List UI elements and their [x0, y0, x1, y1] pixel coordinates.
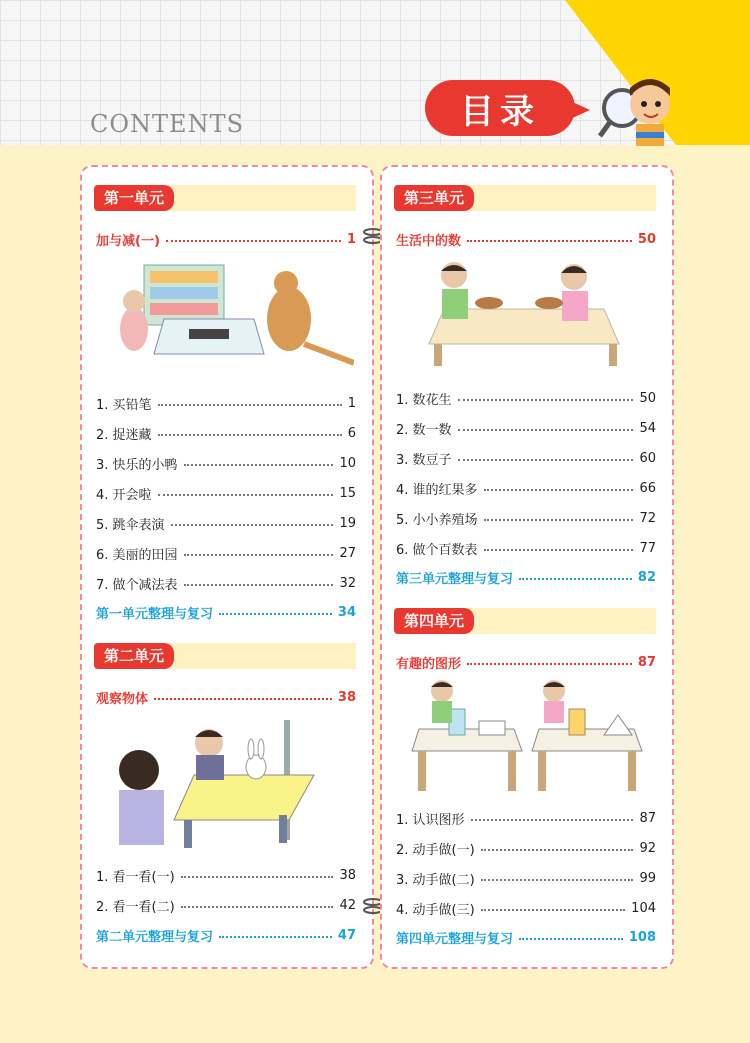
toc-item[interactable]: 4. 动手做(三) 104 — [396, 900, 656, 918]
toc-item[interactable]: 5. 跳伞表演 19 — [96, 515, 356, 533]
mascot-with-magnifier-illustration — [592, 70, 682, 150]
page-title: 目录 — [425, 80, 575, 136]
toc-item[interactable]: 2. 数一数 54 — [396, 420, 656, 438]
contents-panel-left — [80, 165, 374, 969]
toc-section-unit4[interactable]: 有趣的图形 87 — [396, 654, 656, 672]
toc-item[interactable]: 2. 捉迷藏 6 — [96, 425, 356, 443]
toc-item[interactable]: 2. 动手做(一) 92 — [396, 840, 656, 858]
toc-item[interactable]: 4. 开会啦 15 — [96, 485, 356, 503]
counting-peanuts-illustration — [404, 259, 654, 369]
contents-label: CONTENTS — [90, 110, 245, 138]
toc-item[interactable]: 3. 数豆子 60 — [396, 450, 656, 468]
contents-panel-right — [380, 165, 674, 969]
toc-item[interactable]: 1. 认识图形 87 — [396, 810, 656, 828]
toc-review-unit4[interactable]: 第四单元整理与复习 108 — [396, 929, 656, 947]
unit-tag-2: 第二单元 — [94, 643, 174, 669]
toc-item[interactable]: 1. 数花生 50 — [396, 390, 656, 408]
toc-item[interactable]: 1. 买铅笔 1 — [96, 395, 356, 413]
unit-tag-4: 第四单元 — [394, 608, 474, 634]
toc-item[interactable]: 3. 快乐的小鸭 10 — [96, 455, 356, 473]
toc-item[interactable]: 3. 动手做(二) 99 — [396, 870, 656, 888]
unit-tag-1: 第一单元 — [94, 185, 174, 211]
shapes-desks-illustration — [404, 679, 654, 797]
observing-objects-illustration — [104, 715, 354, 850]
toc-section-unit2[interactable]: 观察物体 38 — [96, 689, 356, 707]
toc-item[interactable]: 7. 做个减法表 32 — [96, 575, 356, 593]
stationery-shop-illustration — [104, 259, 354, 369]
toc-item[interactable]: 1. 看一看(一) 38 — [96, 867, 356, 885]
toc-review-unit2[interactable]: 第二单元整理与复习 47 — [96, 927, 356, 945]
toc-item[interactable]: 6. 美丽的田园 27 — [96, 545, 356, 563]
toc-item[interactable]: 2. 看一看(二) 42 — [96, 897, 356, 915]
toc-section-unit3[interactable]: 生活中的数 50 — [396, 231, 656, 249]
title-bubble-tail — [568, 100, 590, 120]
toc-item[interactable]: 4. 谁的红果多 66 — [396, 480, 656, 498]
toc-item[interactable]: 6. 做个百数表 77 — [396, 540, 656, 558]
toc-review-unit3[interactable]: 第三单元整理与复习 82 — [396, 569, 656, 587]
toc-section-unit1[interactable]: 加与减(一) 1 — [96, 231, 356, 249]
toc-review-unit1[interactable]: 第一单元整理与复习 34 — [96, 604, 356, 622]
unit-tag-3: 第三单元 — [394, 185, 474, 211]
toc-item[interactable]: 5. 小小养殖场 72 — [396, 510, 656, 528]
